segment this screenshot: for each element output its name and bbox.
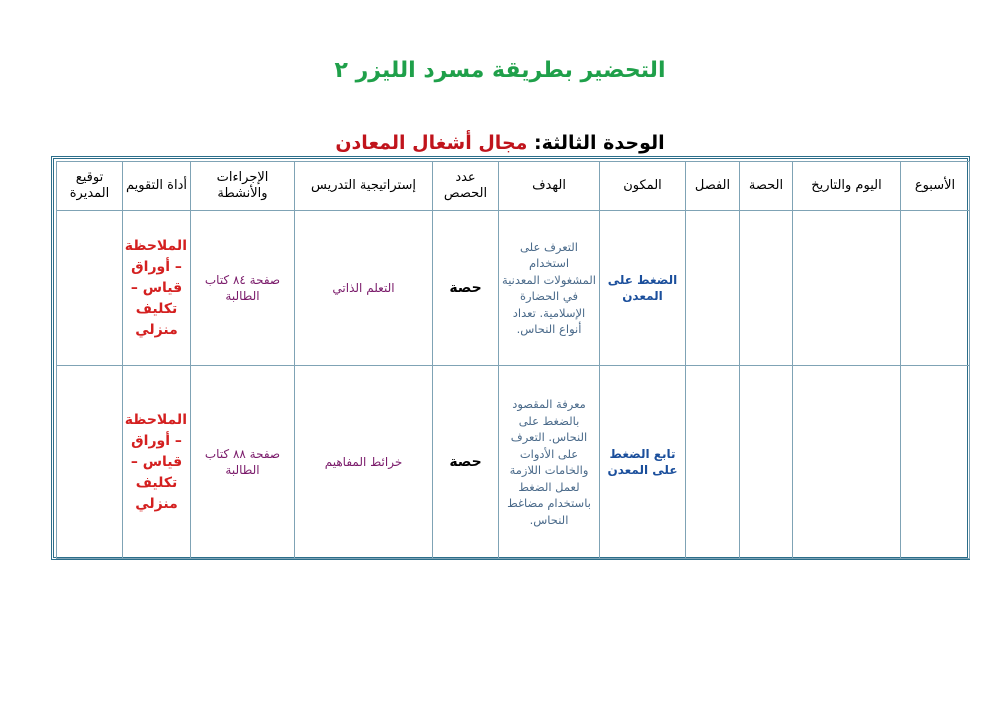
header-day-date: اليوم والتاريخ bbox=[793, 162, 901, 211]
cell-strategy: خرائط المفاهيم bbox=[295, 366, 433, 559]
cell-class bbox=[686, 211, 740, 366]
table-row bbox=[57, 211, 970, 366]
cell-strategy: التعلم الذاتي bbox=[295, 211, 433, 366]
header-signature: توقيع المديرة bbox=[57, 162, 123, 211]
page-title: التحضير بطريقة مسرد الليزر ٢ bbox=[334, 58, 666, 83]
cell-week bbox=[901, 366, 970, 559]
unit-heading bbox=[0, 132, 1000, 154]
header-strategy: إستراتيجية التدريس bbox=[295, 162, 433, 211]
cell-procedures: صفحة ٨٨ كتاب الطالبة bbox=[191, 366, 295, 559]
cell-component: الضغط على المعدن bbox=[600, 211, 686, 366]
header-goal: الهدف bbox=[499, 162, 600, 211]
cell-period bbox=[740, 211, 793, 366]
lesson-plan-table bbox=[56, 161, 970, 559]
cell-period bbox=[740, 366, 793, 559]
cell-day-date bbox=[793, 366, 901, 559]
cell-week bbox=[901, 211, 970, 366]
cell-goal: معرفة المقصود بالضغط على النحاس. التعرف على الأدوات والخامات اللازمة لعمل الضغط باستخدام مضاغط النحاس. bbox=[499, 366, 600, 559]
lesson-plan-table-frame bbox=[51, 156, 970, 560]
table-row bbox=[57, 366, 970, 559]
cell-procedures: صفحة ٨٤ كتاب الطالبة bbox=[191, 211, 295, 366]
header-assessment: أداة التقويم bbox=[123, 162, 191, 211]
unit-label: الوحدة الثالثة: bbox=[527, 132, 665, 154]
cell-periods-count: حصة bbox=[433, 366, 499, 559]
header-procedures: الإجراءات والأنشطة bbox=[191, 162, 295, 211]
cell-assessment: الملاحظة – أوراق قياس – تكليف منزلي bbox=[123, 211, 191, 366]
cell-goal: التعرف على استخدام المشغولات المعدنية في الحضارة الإسلامية. تعداد أنواع النحاس. bbox=[499, 211, 600, 366]
cell-class bbox=[686, 366, 740, 559]
unit-name: مجال أشغال المعادن bbox=[335, 132, 528, 154]
header-period: الحصة bbox=[740, 162, 793, 211]
cell-signature bbox=[57, 211, 123, 366]
cell-assessment: الملاحظة – أوراق قياس – تكليف منزلي bbox=[123, 366, 191, 559]
header-periods-count: عدد الحصص bbox=[433, 162, 499, 211]
header-component: المكون bbox=[600, 162, 686, 211]
cell-component: تابع الضغط على المعدن bbox=[600, 366, 686, 559]
cell-signature bbox=[57, 366, 123, 559]
cell-periods-count: حصة bbox=[433, 211, 499, 366]
header-class: الفصل bbox=[686, 162, 740, 211]
header-row bbox=[57, 162, 970, 211]
cell-day-date bbox=[793, 211, 901, 366]
header-week: الأسبوع bbox=[901, 162, 970, 211]
